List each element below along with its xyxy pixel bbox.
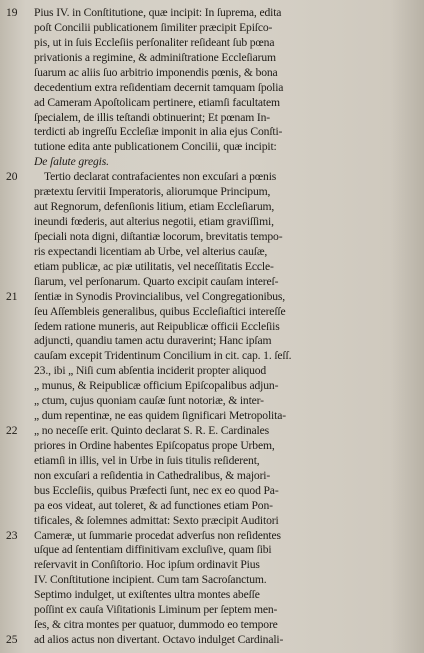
text-line: bus Eccleſiis, quibus Præfecti ſunt, nec ex eo quod Pa- <box>34 483 279 497</box>
text-line: ad alios actus non divertant. Octavo indulget Cardinali- <box>34 633 284 647</box>
text-line: cauſam excepit Tridentinum Concilium in cit. cap. 1. ſeſſ. <box>34 349 292 363</box>
text-line: ſiarum, vel perſonarum. Quarto excipit cauſam intereſ- <box>34 274 279 288</box>
text-line: „ ctum, cujus quoniam cauſæ ſunt notoriæ, & inter- <box>34 394 264 408</box>
text-line: De ſalute gregis. <box>34 155 109 169</box>
paragraph-number: 22 <box>6 425 18 438</box>
text-line: etiam publicæ, ac piæ utilitatis, vel neceſſitatis Eccle- <box>34 259 274 273</box>
text-line: reſervavit in Conſiſtorio. Hoc ipſum ordinavit Pius <box>34 558 260 572</box>
text-line: Cameræ, ut ſummarie procedat adverſus non reſidentes <box>34 528 281 542</box>
text-line: prætextu ſervitii Imperatoris, aliorumque Principum, <box>34 185 271 199</box>
text-line: Tertio declarat contrafacientes non excuſari a pœnis <box>44 170 277 184</box>
text-line: etiamſi in illis, vel in Urbe in ſuis titulis reſiderent, <box>34 453 260 467</box>
text-line: priores in Ordine habentes Epiſcopatus prope Urbem, <box>34 438 275 452</box>
text-line: tutione edita ante publicationem Concilii, quæ incipit: <box>34 140 277 154</box>
text-line: adjuncti, quandiu tamen actu duraverint; Hanc ipſam <box>34 334 272 348</box>
paragraph-number: 23 <box>6 529 18 542</box>
text-line: ineundi fœderis, aut alterius negotii, etiam graviſſimi, <box>34 215 274 229</box>
text-line: poſt Concilii publicationem ſimiliter præcipit Epiſco- <box>34 20 273 34</box>
paragraph-number: 25 <box>6 634 18 647</box>
text-line: terdicti ab ingreſſu Eccleſiæ imponit in alia ejus Conſti- <box>34 125 283 139</box>
text-line: ſes, & citra montes per quatuor, dummodo eo tempore <box>34 618 278 632</box>
text-line: ſuarum ac aliis ſuo arbitrio imponendis pœnis, & bona <box>34 65 278 79</box>
text-line: Pius IV. in Conſtitutione, quæ incipit: In ſuprema, edita <box>34 6 282 19</box>
text-line: uſque ad ſententiam diffinitivam excluſive, quam ſibi <box>34 543 272 557</box>
text-line: ſedem ratione muneris, aut Reipublicæ officii Eccleſiis <box>34 319 280 333</box>
text-line: non excuſari a reſidentia in Cathedralibus, & majori- <box>34 468 271 482</box>
paragraph-number: 21 <box>6 290 18 303</box>
text-line: IV. Conſtitutione incipient. Cum tam Sacroſanctum. <box>34 573 267 587</box>
text-line: aut Regnorum, defenſionis litium, etiam Eccleſiarum, <box>34 200 275 214</box>
text-line: ad Cameram Apoſtolicam pertinere, etiamſi facultatem <box>34 95 280 109</box>
text-line: ſeu Aſſembleis generalibus, quibus Eccleſiaſtici intereſſe <box>34 304 286 318</box>
text-line: ſpecialem, de illis teſtandi obtinuerint; Et pœnam In- <box>34 110 270 124</box>
text-line: „ no neceſſe erit. Quinto declarat S. R. E. Cardinales <box>34 424 269 438</box>
text-line: privationis a regimine, & adminiſtratione Eccleſiarum <box>34 50 276 64</box>
text-line: 23., ibi „ Niſi cum abſentia inciderit propter aliquod <box>34 364 267 378</box>
text-line: ſpeciali nota digni, diſtantiæ locorum, brevitatis tempo- <box>34 229 283 243</box>
text-line: ſentiæ in Synodis Provincialibus, vel Congregationibus, <box>34 289 286 303</box>
text-line: poſſint ex cauſa Viſitationis Liminum per ſeptem men- <box>34 603 278 617</box>
text-line: ris expectandi licentiam ab Urbe, vel alterius cauſæ, <box>34 244 268 258</box>
text-line: „ dum repentinæ, ne eas quidem ſignificari Metropolita- <box>34 409 286 423</box>
text-line: „ munus, & Reipublicæ officium Epiſcopalibus adjun- <box>34 379 279 393</box>
text-line: Septimo indulget, ut exiſtentes ultra montes abeſſe <box>34 588 260 602</box>
text-line: pis, ut in ſuis Eccleſiis perſonaliter reſideant ſub pœna <box>34 35 275 49</box>
paragraph-number: 20 <box>6 171 18 184</box>
paragraph-number: 19 <box>6 7 18 19</box>
text-line: decedentium extra reſidentiam decernit tamquam ſpolia <box>34 80 284 94</box>
text-line: pa eos videat, aut toleret, & ad functiones etiam Pon- <box>34 498 273 512</box>
text-line: tificales, & ſolemnes admittat: Sexto præcipit Auditori <box>34 513 279 527</box>
